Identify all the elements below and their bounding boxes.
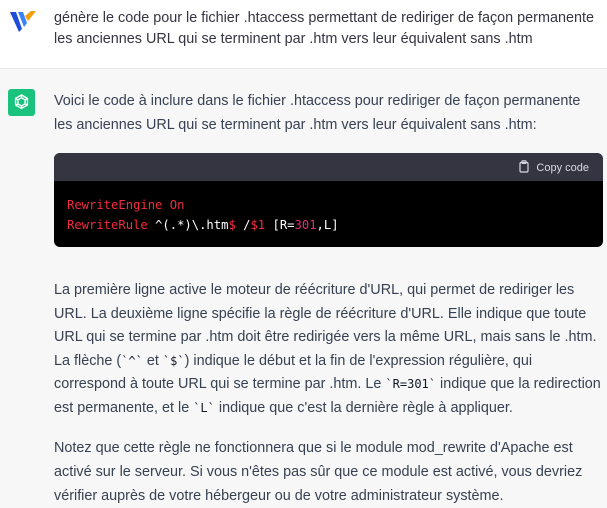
code-block: [54, 153, 603, 247]
paragraph-text: ) indique le début et la fin de l'expression régulière, qui correspond à toute URL qui se termine par .htm. Le: [54, 352, 533, 392]
assistant-intro-text: Voici le code à inclure dans le fichier .htaccess pour rediriger de façon permanente les anciennes URL qui se terminent par .htm vers leur équivalent sans .htm:: [54, 93, 581, 133]
code-block-header: [54, 153, 603, 181]
code-keyword: RewriteEngine: [67, 198, 163, 212]
code-text: On: [162, 198, 185, 212]
code-anchor: $: [228, 218, 236, 232]
paragraph-text: indique que la redirection est permanente, et le: [54, 376, 601, 416]
code-variable: $1: [250, 218, 266, 232]
inline-code: `R=301`: [385, 377, 436, 391]
paragraph-text: La première ligne active le moteur de réécriture d'URL, qui permet de rediriger les URL. La deuxième ligne spécifie la règle de réécriture d'URL. Elle indique que toute URL qui se termine par .htm doit être redirigée vers la même URL, mais sans le .htm. La flèche (: [54, 282, 597, 369]
code-text: ,L]: [316, 218, 339, 232]
inline-code: `^`: [121, 353, 143, 368]
code-text: [R=: [265, 218, 295, 232]
assistant-message: [0, 69, 607, 508]
note-paragraph: Notez que cette règle ne fonctionnera que si le module mod_rewrite d'Apache est activé sur le serveur. Si vous n'êtes pas sûr que ce module est activé, vous devriez vérifier auprès de votre hébergeur ou de votre administrateur système.: [54, 440, 583, 504]
explanation-paragraph: [54, 279, 602, 420]
user-avatar-logo: [8, 7, 38, 37]
user-message-text: génère le code pour le fichier .htaccess permettant de rediriger de façon permanente les anciennes URL qui se terminent par .htm vers leur équivalent sans .htm: [54, 10, 594, 47]
inline-code: `L`: [193, 400, 215, 415]
chatgpt-logo: [8, 89, 35, 116]
user-message: [0, 0, 607, 68]
code-text: /: [235, 218, 251, 232]
code-keyword: RewriteRule: [67, 218, 148, 232]
paragraph-text: et: [142, 352, 163, 369]
copy-code-label: Copy code: [536, 162, 589, 174]
code-number: 301: [294, 218, 317, 232]
inline-code: `$`: [162, 353, 185, 368]
copy-code-button[interactable]: [518, 160, 589, 176]
clipboard-icon: [518, 160, 530, 176]
code-text: ^(.*)\.htm: [147, 218, 229, 232]
paragraph-text: indique que c'est la dernière règle à appliquer.: [214, 399, 513, 416]
code-content: [54, 181, 603, 247]
